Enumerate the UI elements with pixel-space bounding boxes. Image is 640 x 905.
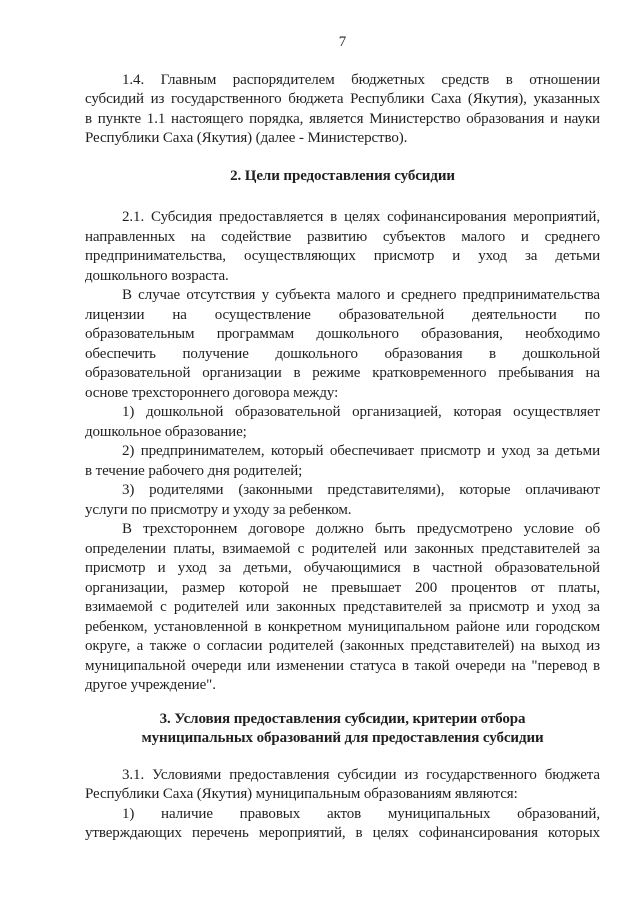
text-line: 1.4. Главным распорядителем бюджетных средств в отношении	[122, 71, 600, 88]
para-tripartite-contract	[85, 520, 600, 696]
text-line: 1) дошкольной образовательной организацией, которая осуществляет	[122, 404, 600, 420]
text-line: присмотр и уход за детьми, обучающимися в частной образовательной	[85, 560, 600, 576]
text-line: взимаемой с родителей или законных представителей за присмотр и уход за	[85, 599, 600, 615]
text-line: 1) наличие правовых актов муниципальных образований,	[122, 805, 600, 822]
text-line: в течение рабочего дня родителей;	[85, 462, 303, 479]
text-line: 3.1. Условиями предоставления субсидии из государственного бюджета	[122, 766, 600, 783]
text-line: другое учреждение".	[85, 677, 216, 693]
text-line: дошкольное образование;	[85, 423, 247, 440]
section-3-heading	[85, 710, 600, 749]
text-line: предпринимательства, осуществляющих присмотр и уход за детьми	[85, 248, 600, 264]
text-line: Республики Саха (Якутия) муниципальным образованиям являются:	[85, 786, 518, 802]
text-line: образовательным программам дошкольного образования, необходимо	[85, 326, 600, 342]
text-line: Республики Саха (Якутия) (далее - Министерство).	[85, 130, 408, 146]
list-item-3	[85, 481, 600, 520]
text-line: 2) предпринимателем, который обеспечивает присмотр и уход за детьми	[122, 443, 600, 459]
para-2-1	[85, 208, 600, 286]
text-line: основе трехстороннего договора между:	[85, 384, 339, 401]
text-line: В случае отсутствия у субъекта малого и среднего предпринимательства	[122, 287, 600, 303]
text-line: 2.1. Субсидия предоставляется в целях софинансирования мероприятий,	[122, 209, 600, 225]
text-line: В трехстороннем договоре должно быть предусмотрено условие об	[122, 521, 600, 537]
list-item-2	[85, 442, 600, 481]
text-line: муниципальной очереди или изменении статуса в такой очереди на "перевод в	[85, 657, 600, 674]
text-line: округе, а также о согласии родителей (законных представителей) на выход из	[85, 638, 600, 654]
text-line: определении платы, взимаемой с родителей или законных представителей за	[85, 540, 600, 557]
para-1-4	[85, 71, 600, 149]
text-line: 3) родителями (законными представителями), которые оплачивают	[122, 482, 600, 498]
section-2-heading	[85, 167, 600, 187]
text-line: услуги по присмотру и уходу за ребенком.	[85, 501, 352, 518]
text-line: утверждающих перечень мероприятий, в целях софинансирования которых	[85, 825, 600, 841]
page-number: 7	[338, 34, 347, 50]
text-line: обеспечить получение дошкольного образования в дошкольной	[85, 345, 600, 362]
text-line: субсидий из государственного бюджета Республики Саха (Якутия), указанных	[85, 91, 600, 107]
text-line: лицензии на осуществление образовательной деятельности по	[85, 306, 600, 323]
heading-line: муниципальных образований для предоставления субсидии	[141, 730, 544, 746]
text-line: в пункте 1.1 настоящего порядка, является Министерство образования и науки	[85, 110, 600, 127]
heading-line: 3. Условия предоставления субсидии, критерии отбора	[159, 710, 526, 727]
list-item-1	[85, 403, 600, 442]
text-line: образовательной организации в режиме кратковременного пребывания на	[85, 365, 600, 381]
list-item-3-1-1	[85, 805, 600, 844]
text-line: дошкольного возраста.	[85, 267, 229, 284]
text-line: организации, размер которой не превышает 200 процентов от платы,	[85, 579, 600, 596]
heading-line: 2. Цели предоставления субсидии	[230, 167, 455, 184]
para-no-license	[85, 286, 600, 403]
text-line: ребенком, установленной в конкретном муниципальном районе или городском	[85, 618, 600, 635]
text-line: направленных на содействие развитию субъектов малого и среднего	[85, 228, 600, 245]
document-body	[85, 71, 600, 844]
para-3-1	[85, 766, 600, 805]
